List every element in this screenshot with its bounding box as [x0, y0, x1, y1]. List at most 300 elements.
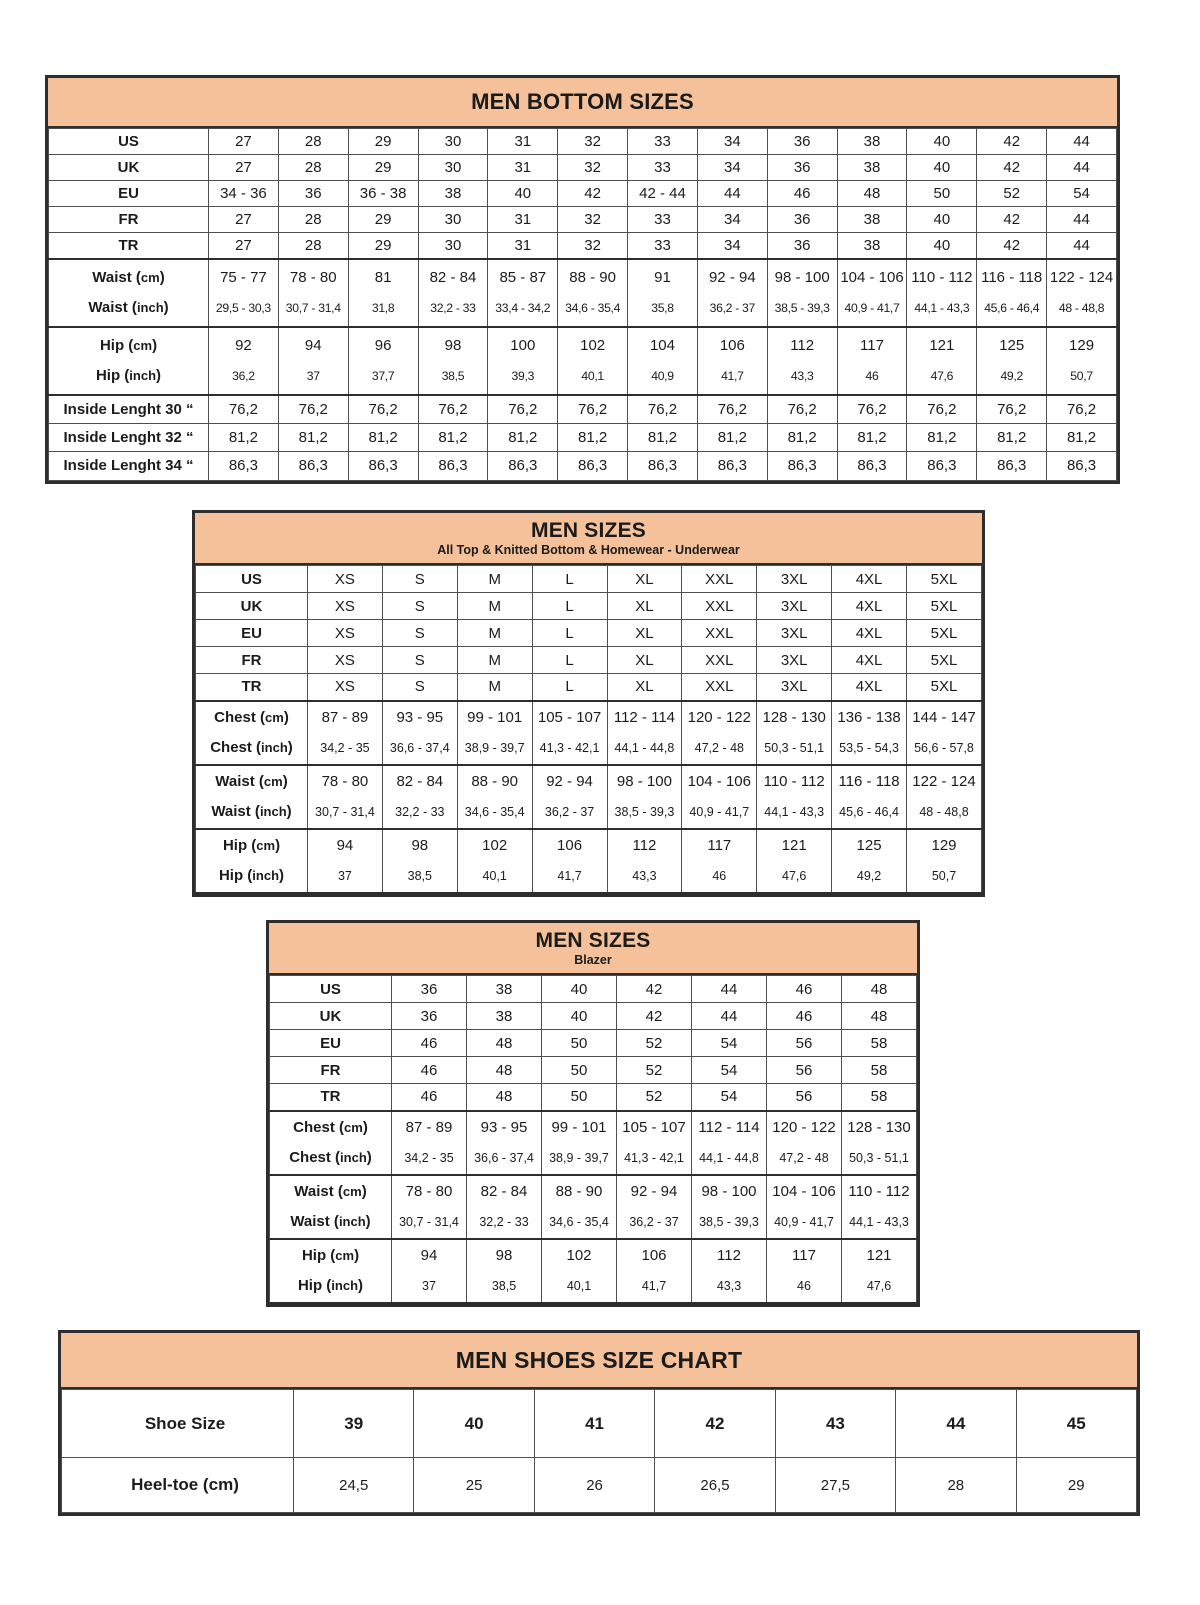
cell-value-inch: 40,1 [482, 868, 507, 883]
cell-value-cm: 122 - 124 [912, 772, 976, 790]
data-cell [837, 129, 907, 155]
cell-value: 31 [514, 211, 532, 228]
data-cell [278, 452, 348, 481]
row-label-text: FR [320, 1061, 341, 1079]
cell-value-cm: 104 [649, 336, 675, 354]
table-row [49, 207, 1117, 233]
data-cell [534, 1458, 654, 1513]
data-cell [767, 1111, 842, 1175]
table-row [270, 1111, 917, 1175]
data-cell [682, 674, 757, 701]
cell-value-inch: 36,2 - 37 [629, 1214, 679, 1229]
cell-value-inch: 49,2 [1000, 368, 1023, 383]
cell-value-inch: 30,7 - 31,4 [285, 300, 341, 315]
cell-value-cm: 102 [580, 336, 606, 354]
cell-value-cm: 102 [482, 836, 508, 854]
cell-value: 29 [374, 159, 392, 176]
cell-value: 81,2 [997, 428, 1027, 446]
cell-value: XXL [705, 597, 734, 615]
data-cell [348, 423, 418, 452]
data-cell [542, 976, 617, 1003]
table-row [62, 1390, 1137, 1458]
data-cell [308, 620, 383, 647]
data-cell [757, 620, 832, 647]
cell-value-inch: 37 [306, 368, 320, 383]
cell-value: 81,2 [1066, 428, 1097, 446]
cell-value: 5XL [930, 678, 958, 696]
cell-value: 5XL [930, 624, 958, 642]
cell-value-inch: 47,2 - 48 [779, 1150, 829, 1165]
row-label-text: TR [118, 236, 139, 254]
men-sizes-tops-table [192, 510, 985, 897]
data-cell [1047, 395, 1117, 424]
cell-value: 54 [720, 1088, 738, 1106]
data-cell [1047, 181, 1117, 207]
cell-value: 40 [933, 133, 951, 150]
row-label-text: FR [118, 211, 139, 228]
table-row [49, 423, 1117, 452]
cell-value-cm: 99 - 101 [467, 708, 523, 726]
cell-value: 46 [420, 1061, 438, 1079]
data-cell [418, 129, 488, 155]
row-label-text: Waist (inch) [290, 1212, 371, 1230]
table-row [196, 765, 982, 829]
cell-value: 40 [570, 980, 588, 998]
table-row [49, 452, 1117, 481]
data-cell [617, 1239, 692, 1303]
cell-value: 52 [645, 1034, 663, 1052]
cell-value: 34 [723, 133, 741, 150]
data-cell [348, 259, 418, 327]
cell-value: 58 [870, 1061, 888, 1079]
cell-value: 48 [870, 1007, 888, 1025]
cell-value: 81,2 [787, 428, 817, 446]
cell-value: 86,3 [997, 457, 1027, 475]
data-cell [488, 423, 558, 452]
data-cell [697, 155, 767, 181]
cell-value-cm: 122 - 124 [1049, 268, 1114, 286]
row-label-text: Hip (cm) [99, 336, 158, 354]
data-cell [617, 1175, 692, 1239]
data-cell [757, 674, 832, 701]
cell-value-inch: 43,3 [716, 1278, 742, 1293]
data-cell [697, 233, 767, 259]
cell-value-inch: 47,6 [866, 1278, 892, 1293]
size-table [48, 128, 1117, 481]
cell-value: 76,2 [927, 400, 957, 418]
data-cell [209, 155, 279, 181]
data-cell [542, 1030, 617, 1057]
data-cell [382, 620, 457, 647]
cell-value: 81,2 [508, 428, 538, 446]
data-cell [682, 765, 757, 829]
data-cell [467, 976, 542, 1003]
cell-value: XS [334, 624, 355, 642]
cell-value-cm: 92 - 94 [630, 1182, 678, 1200]
cell-value-inch: 40,9 [651, 368, 674, 383]
cell-value: 27,5 [820, 1476, 850, 1494]
cell-value-inch: 46 [865, 368, 879, 383]
table-row [270, 1239, 917, 1303]
cell-value: 52 [645, 1088, 663, 1106]
row-label [270, 1111, 392, 1175]
data-cell [842, 1175, 917, 1239]
data-cell [457, 593, 532, 620]
cell-value-cm: 88 - 90 [471, 772, 519, 790]
cell-value-inch: 32,2 - 33 [479, 1214, 529, 1229]
data-cell [655, 1458, 775, 1513]
cell-value: M [488, 624, 501, 642]
cell-value: 76,2 [857, 400, 887, 418]
table-title: MEN SIZES [535, 929, 651, 952]
cell-value: 48 [495, 1034, 513, 1052]
cell-value: 33 [654, 159, 671, 176]
data-cell [558, 259, 628, 327]
cell-value: XL [635, 651, 654, 669]
cell-value: 76,2 [508, 400, 538, 418]
cell-value: S [414, 678, 425, 696]
data-cell [467, 1030, 542, 1057]
cell-value: 44 [720, 980, 738, 998]
row-label [196, 765, 308, 829]
data-cell [977, 395, 1047, 424]
data-cell [382, 701, 457, 765]
data-cell [488, 395, 558, 424]
cell-value: 4XL [855, 597, 883, 615]
row-label [270, 1057, 392, 1084]
cell-value: 30 [444, 211, 462, 228]
cell-value-cm: 78 - 80 [289, 268, 337, 286]
data-cell [628, 259, 698, 327]
cell-value: XXL [705, 678, 734, 696]
cell-value: 5XL [930, 570, 958, 588]
cell-value-inch: 38,5 [441, 368, 465, 383]
data-cell [767, 233, 837, 259]
data-cell [532, 593, 607, 620]
row-label-text: TR [241, 678, 262, 696]
data-cell [767, 181, 837, 207]
data-cell [308, 593, 383, 620]
cell-value: 4XL [855, 651, 883, 669]
cell-value: 40 [933, 159, 951, 176]
data-cell [682, 647, 757, 674]
cell-value-inch: 36,2 - 37 [709, 300, 756, 315]
data-cell [628, 155, 698, 181]
row-label-text: US [320, 980, 341, 998]
data-cell [907, 327, 977, 395]
cell-value: 40 [464, 1413, 484, 1433]
data-cell [348, 395, 418, 424]
data-cell [697, 395, 767, 424]
cell-value-cm: 120 - 122 [687, 708, 751, 726]
row-label-text: Chest (cm) [214, 708, 289, 726]
cell-value-inch: 46 [712, 868, 727, 883]
data-cell [457, 620, 532, 647]
data-cell [558, 181, 628, 207]
data-cell [617, 1003, 692, 1030]
cell-value: 46 [420, 1034, 438, 1052]
cell-value: 40 [933, 236, 951, 254]
cell-value-inch: 30,7 - 31,4 [315, 804, 375, 819]
cell-value-inch: 37 [337, 868, 352, 883]
row-label-text: Waist (inch) [211, 802, 292, 820]
cell-value-inch: 41,3 - 42,1 [539, 740, 600, 755]
data-cell [692, 1111, 767, 1175]
data-cell [907, 701, 982, 765]
cell-value-cm: 82 - 84 [429, 268, 477, 286]
data-cell [628, 207, 698, 233]
cell-value-cm: 110 - 112 [763, 772, 825, 790]
cell-value-inch: 50,3 - 51,1 [849, 1150, 909, 1165]
data-cell [558, 233, 628, 259]
cell-value-cm: 98 - 100 [774, 268, 830, 286]
row-label [49, 155, 209, 181]
cell-value-cm: 98 [495, 1246, 513, 1264]
cell-value: 34 [723, 211, 741, 228]
cell-value-cm: 75 - 77 [220, 268, 267, 286]
cell-value: L [565, 651, 574, 669]
cell-value-cm: 106 [557, 836, 583, 854]
table-row [196, 566, 982, 593]
data-cell [977, 327, 1047, 395]
data-cell [617, 1030, 692, 1057]
row-label [49, 423, 209, 452]
row-label-text: Waist (cm) [92, 268, 165, 286]
cell-value-inch: 35,8 [651, 300, 674, 315]
cell-value: 3XL [780, 624, 808, 642]
data-cell [348, 207, 418, 233]
cell-value: M [488, 570, 501, 588]
data-cell [617, 1057, 692, 1084]
size-table [195, 565, 982, 894]
data-cell [392, 1239, 467, 1303]
row-label [196, 674, 308, 701]
data-cell [837, 233, 907, 259]
table-header [61, 1333, 1137, 1389]
data-cell [532, 566, 607, 593]
row-label-text: Shoe Size [144, 1413, 226, 1433]
data-cell [392, 1030, 467, 1057]
cell-value: 81,2 [228, 428, 259, 446]
cell-value: 32 [584, 159, 601, 176]
cell-value-cm: 110 - 112 [848, 1182, 910, 1200]
data-cell [418, 327, 488, 395]
cell-value: 42 [1003, 133, 1021, 150]
cell-value-cm: 116 - 118 [838, 772, 900, 790]
data-cell [692, 1003, 767, 1030]
cell-value-inch: 38,5 [491, 1278, 517, 1293]
row-label [196, 647, 308, 674]
cell-value-inch: 38,5 [407, 868, 432, 883]
data-cell [977, 129, 1047, 155]
data-cell [278, 129, 348, 155]
cell-value-inch: 48 - 48,8 [919, 804, 969, 819]
cell-value-cm: 117 [792, 1246, 816, 1264]
data-cell [467, 1239, 542, 1303]
cell-value-inch: 32,2 - 33 [395, 804, 445, 819]
row-label-text: Hip (cm) [301, 1246, 360, 1264]
cell-value: 40 [514, 185, 532, 202]
cell-value-cm: 144 - 147 [912, 708, 976, 726]
cell-value-inch: 47,2 - 48 [694, 740, 744, 755]
cell-value: 27 [235, 236, 252, 254]
row-label-text: Chest (cm) [293, 1118, 368, 1136]
data-cell [775, 1458, 895, 1513]
data-cell [467, 1111, 542, 1175]
cell-value: 5XL [930, 651, 958, 669]
data-cell [542, 1003, 617, 1030]
data-cell [977, 452, 1047, 481]
cell-value: 29 [374, 133, 392, 150]
cell-value: XL [635, 624, 654, 642]
cell-value: 38 [444, 185, 462, 202]
cell-value: 76,2 [368, 400, 398, 418]
data-cell [1047, 155, 1117, 181]
data-cell [697, 207, 767, 233]
data-cell [767, 1175, 842, 1239]
cell-value: 4XL [855, 570, 883, 588]
cell-value-inch: 36,2 - 37 [544, 804, 595, 819]
data-cell [308, 566, 383, 593]
cell-value: 44 [1073, 211, 1090, 228]
cell-value: 44 [1073, 236, 1090, 254]
row-label [270, 1175, 392, 1239]
table-row [49, 181, 1117, 207]
row-label-text: UK [240, 597, 263, 615]
data-cell [607, 593, 682, 620]
data-cell [697, 181, 767, 207]
cell-value-cm: 81 [374, 268, 392, 286]
data-cell [837, 181, 907, 207]
data-cell [767, 395, 837, 424]
cell-value-cm: 128 - 130 [847, 1118, 911, 1136]
data-cell [467, 1084, 542, 1111]
data-cell [767, 976, 842, 1003]
cell-value-cm: 112 [717, 1246, 741, 1264]
data-cell [628, 423, 698, 452]
row-label [196, 701, 308, 765]
cell-value: XS [334, 570, 355, 588]
row-label [49, 207, 209, 233]
data-cell [278, 155, 348, 181]
cell-value: 76,2 [298, 400, 328, 418]
row-label-text: Waist (cm) [215, 772, 288, 790]
data-cell [532, 765, 607, 829]
table-title: MEN BOTTOM SIZES [471, 89, 694, 114]
data-cell [278, 327, 348, 395]
cell-value-cm: 121 [781, 836, 807, 854]
data-cell [488, 327, 558, 395]
row-label-text: UK [117, 159, 140, 176]
cell-value: L [565, 624, 574, 642]
cell-value-inch: 48 - 48,8 [1058, 300, 1105, 315]
cell-value: 4XL [855, 624, 883, 642]
data-cell [542, 1175, 617, 1239]
data-cell [348, 233, 418, 259]
cell-value: 86,3 [717, 457, 747, 475]
data-cell [842, 1111, 917, 1175]
cell-value: 44 [1073, 159, 1090, 176]
data-cell [348, 181, 418, 207]
data-cell [1047, 129, 1117, 155]
cell-value: 28 [947, 1476, 965, 1494]
cell-value-inch: 41,7 [721, 368, 744, 383]
data-cell [467, 1175, 542, 1239]
row-label [270, 1030, 392, 1057]
data-cell [382, 566, 457, 593]
cell-value: 48 [863, 185, 881, 202]
data-cell [907, 566, 982, 593]
row-label [196, 593, 308, 620]
cell-value: 31 [514, 236, 532, 254]
data-cell [209, 452, 279, 481]
cell-value: 86,3 [438, 457, 468, 475]
data-cell [607, 701, 682, 765]
cell-value-inch: 32,2 - 33 [430, 300, 476, 315]
row-label [49, 181, 209, 207]
table-header [48, 78, 1117, 128]
cell-value-inch: 34,6 - 35,4 [565, 300, 621, 315]
data-cell [542, 1239, 617, 1303]
data-cell [607, 620, 682, 647]
data-cell [977, 155, 1047, 181]
cell-value-inch: 38,9 - 39,7 [549, 1150, 609, 1165]
cell-value-cm: 94 [336, 836, 354, 854]
cell-value: 48 [870, 980, 888, 998]
data-cell [392, 1003, 467, 1030]
cell-value-inch: 46 [797, 1278, 811, 1293]
data-cell [278, 259, 348, 327]
data-cell [558, 129, 628, 155]
cell-value: 3XL [780, 678, 808, 696]
row-label-text: Inside Lenght 32 “ [63, 428, 194, 446]
cell-value-cm: 78 - 80 [405, 1182, 453, 1200]
data-cell [907, 452, 977, 481]
cell-value: 36 [420, 980, 438, 998]
table-row [270, 1084, 917, 1111]
cell-value: 4XL [855, 678, 883, 696]
table-row [270, 1057, 917, 1084]
data-cell [392, 976, 467, 1003]
data-cell [294, 1458, 414, 1513]
cell-value-inch: 44,1 - 43,3 [914, 300, 970, 315]
data-cell [907, 765, 982, 829]
cell-value: 81,2 [717, 428, 747, 446]
cell-value: 44 [723, 185, 741, 202]
cell-value-cm: 102 [566, 1246, 592, 1264]
cell-value-inch: 29,5 - 30,3 [215, 300, 271, 315]
data-cell [682, 701, 757, 765]
cell-value-cm: 94 [420, 1246, 438, 1264]
data-cell [532, 620, 607, 647]
data-cell [457, 829, 532, 893]
data-cell [382, 829, 457, 893]
data-cell [278, 395, 348, 424]
cell-value-cm: 88 - 90 [569, 268, 616, 286]
cell-value-cm: 117 [860, 336, 884, 354]
cell-value-cm: 110 - 112 [911, 268, 973, 286]
data-cell [607, 674, 682, 701]
data-cell [896, 1458, 1016, 1513]
cell-value: 36 [793, 236, 811, 254]
cell-value-cm: 98 [444, 336, 462, 354]
cell-value-inch: 40,9 - 41,7 [774, 1214, 834, 1229]
data-cell [308, 701, 383, 765]
data-cell [488, 207, 558, 233]
cell-value: 81,2 [368, 428, 398, 446]
cell-value: 86,3 [228, 457, 259, 475]
cell-value-cm: 98 - 100 [701, 1182, 757, 1200]
